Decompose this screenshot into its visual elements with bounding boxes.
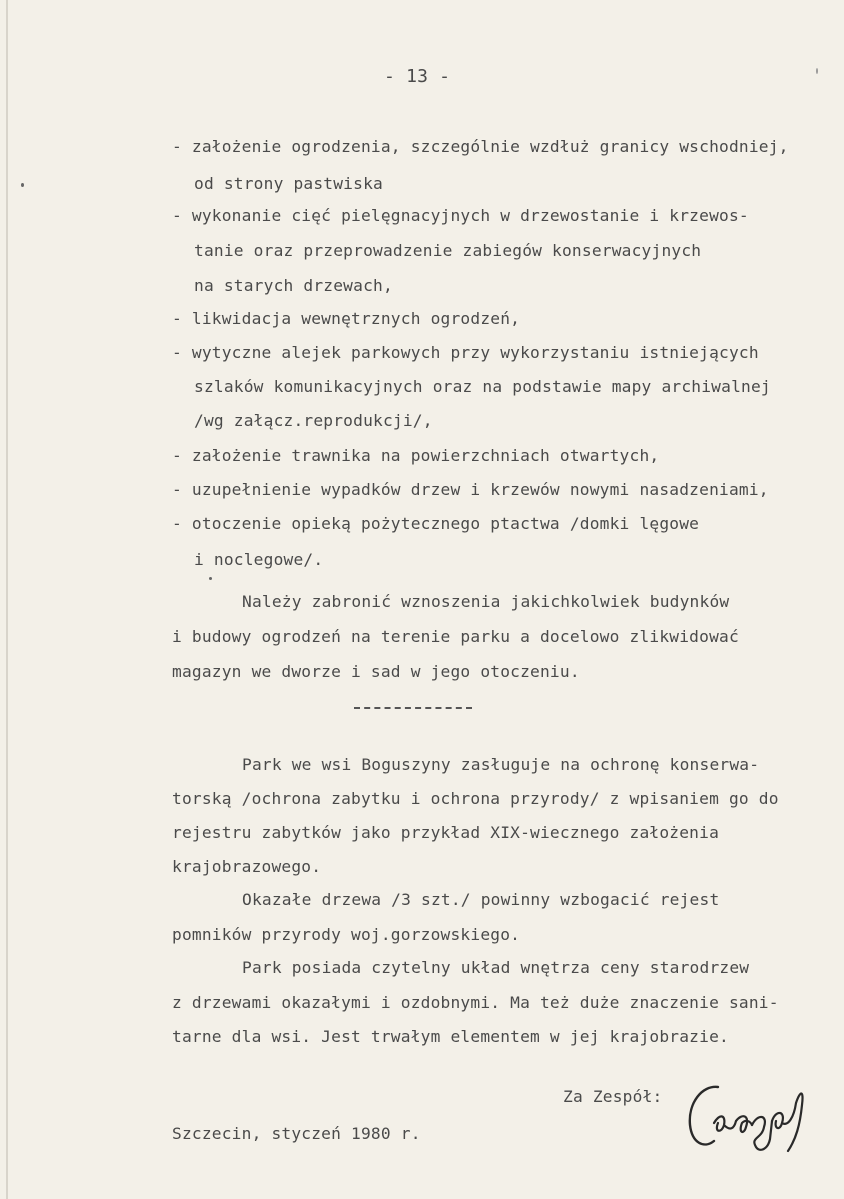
- scan-speck: [21, 183, 24, 187]
- paragraph-line: tarne dla wsi. Jest trwałym elementem w jej krajobrazie.: [172, 1027, 729, 1046]
- paragraph-line: magazyn we dworze i sad w jego otoczeniu.: [172, 662, 580, 681]
- list-item: - wykonanie cięć pielęgnacyjnych w drzewostanie i krzewos-: [172, 206, 749, 225]
- list-item: - wytyczne alejek parkowych przy wykorzystaniu istniejących: [172, 343, 759, 362]
- list-item-continuation: szlaków komunikacyjnych oraz na podstawie mapy archiwalnej: [194, 377, 771, 396]
- list-item-continuation: /wg załącz.reprodukcji/,: [194, 411, 433, 430]
- paragraph-line: pomników przyrody woj.gorzowskiego.: [172, 925, 521, 944]
- list-item: - likwidacja wewnętrznych ogrodzeń,: [172, 309, 521, 328]
- place-and-date: Szczecin, styczeń 1980 r.: [172, 1124, 421, 1143]
- list-item-continuation: na starych drzewach,: [194, 276, 393, 295]
- page-number: - 13 -: [384, 66, 451, 87]
- paragraph-line: i budowy ogrodzeń na terenie parku a docelowo zlikwidować: [172, 627, 739, 646]
- paragraph-line: torską /ochrona zabytku i ochrona przyrody/ z wpisaniem go do: [172, 789, 779, 808]
- paragraph-line: rejestru zabytków jako przykład XIX-wiecznego założenia: [172, 823, 720, 842]
- section-separator: [354, 707, 472, 709]
- handwritten-signature: [684, 1073, 814, 1163]
- list-item-continuation: tanie oraz przeprowadzenie zabiegów konserwacyjnych: [194, 241, 702, 260]
- scan-speck: [209, 577, 212, 580]
- signature-label: Za Zespół:: [563, 1087, 663, 1106]
- list-item-continuation: od strony pastwiska: [194, 174, 383, 193]
- list-item-continuation: i noclegowe/.: [194, 550, 324, 569]
- paragraph-line: z drzewami okazałymi i ozdobnymi. Ma też duże znaczenie sani-: [172, 993, 779, 1012]
- list-item: - otoczenie opieką pożytecznego ptactwa /domki lęgowe: [172, 514, 700, 533]
- list-item: - założenie ogrodzenia, szczególnie wzdłuż granicy wschodniej,: [172, 137, 789, 156]
- list-item: - uzupełnienie wypadków drzew i krzewów nowymi nasadzeniami,: [172, 480, 769, 499]
- paragraph-line: Okazałe drzewa /3 szt./ powinny wzbogacić rejest: [242, 890, 720, 909]
- page-edge: [6, 0, 8, 1199]
- paragraph-line: Park we wsi Boguszyny zasługuje na ochronę konserwa-: [242, 755, 760, 774]
- list-item: - założenie trawnika na powierzchniach otwartych,: [172, 446, 660, 465]
- paragraph-line: Park posiada czytelny układ wnętrza ceny starodrzew: [242, 958, 750, 977]
- scan-speck: [816, 68, 818, 74]
- paragraph-line: Należy zabronić wznoszenia jakichkolwiek budynków: [242, 592, 730, 611]
- paragraph-line: krajobrazowego.: [172, 857, 322, 876]
